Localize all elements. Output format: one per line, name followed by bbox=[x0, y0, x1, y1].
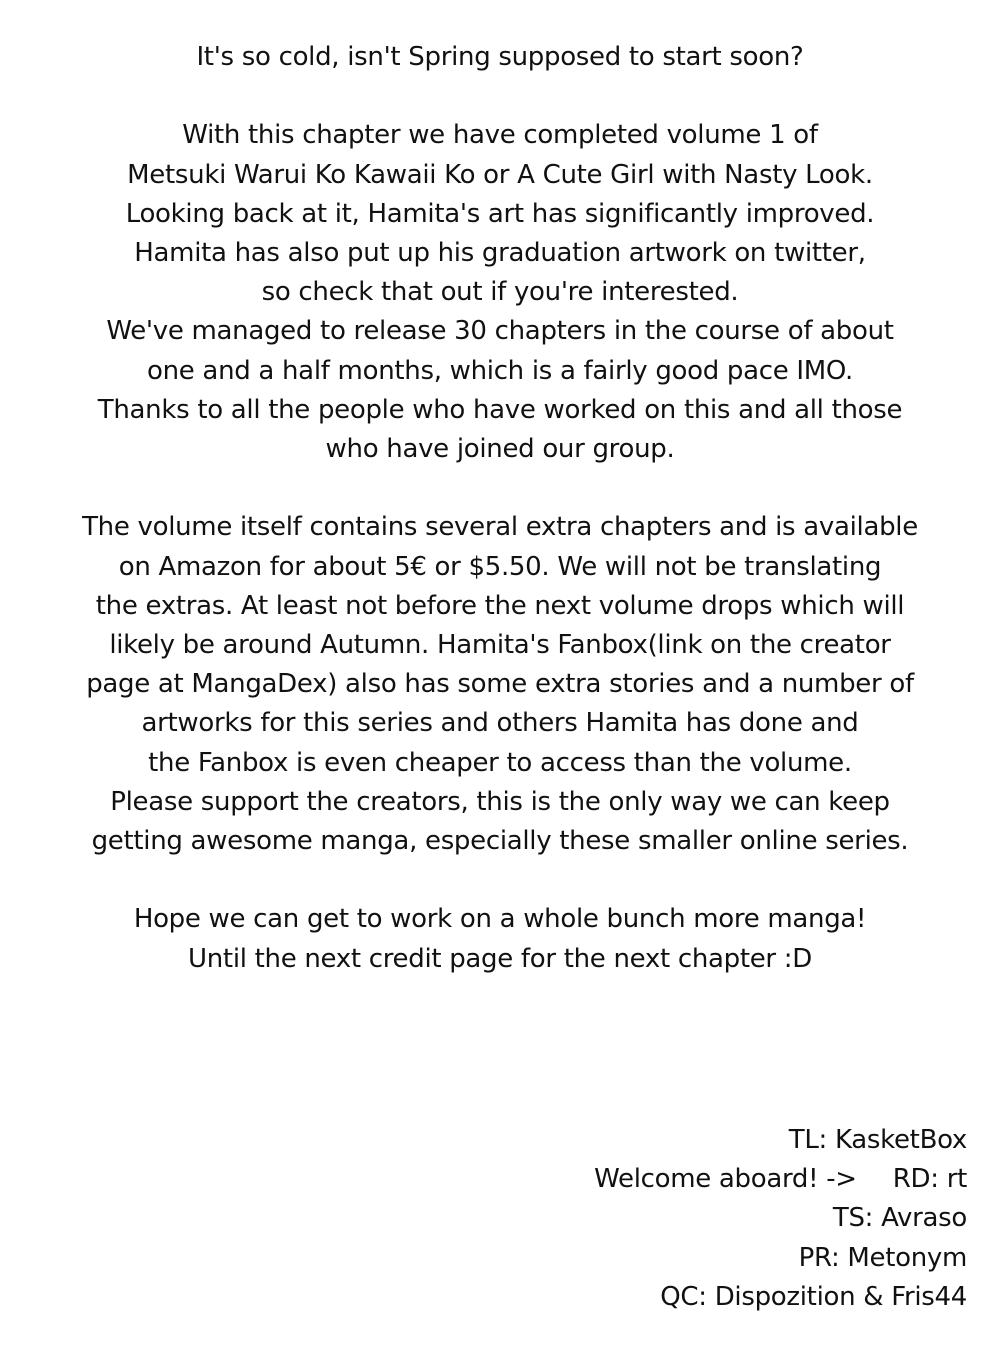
paragraph-1-line-9: who have joined our group. bbox=[325, 434, 675, 465]
paragraph-1-line-3: Looking back at it, Hamita's art has significantly improved. bbox=[125, 198, 875, 229]
translator-credit: TL: KasketBox bbox=[788, 1125, 967, 1155]
staff-credits bbox=[594, 1121, 967, 1317]
typesetter-credit: TS: Avraso bbox=[832, 1203, 967, 1234]
paragraph-2-line-5: page at MangaDex) also has some extra stories and a number of bbox=[86, 669, 914, 700]
paragraph-2-line-8: Please support the creators, this is the only way we can keep bbox=[110, 786, 890, 817]
paragraph-1-line-4: Hamita has also put up his graduation artwork on twitter, bbox=[134, 238, 866, 268]
paragraph-1-line-7: one and a half months, which is a fairly good pace IMO. bbox=[146, 355, 853, 386]
paragraph-2-line-4: likely be around Autumn. Hamita's Fanbox(link on the creator bbox=[109, 630, 891, 661]
paragraph-gap bbox=[40, 469, 960, 508]
intro-line: It's so cold, isn't Spring supposed to start soon? bbox=[196, 42, 804, 72]
paragraph-3-line-1: Hope we can get to work on a whole bunch more manga! bbox=[133, 904, 867, 935]
redrawer-credit-row bbox=[594, 1160, 967, 1199]
proofreader-credit: PR: Metonym bbox=[798, 1242, 967, 1273]
paragraph-2-line-6: artworks for this series and others Hamita has done and bbox=[141, 708, 859, 739]
paragraph-1-line-2: Metsuki Warui Ko Kawaii Ko or A Cute Girl with Nasty Look. bbox=[127, 159, 873, 190]
paragraph-2-line-2: on Amazon for about 5€ or $5.50. We will not be translating bbox=[118, 551, 882, 582]
paragraph-gap bbox=[40, 77, 960, 116]
paragraph-1-line-8: Thanks to all the people who have worked on this and all those bbox=[97, 394, 903, 425]
paragraph-1-line-5: so check that out if you're interested. bbox=[261, 277, 739, 308]
welcome-note: Welcome aboard! -> bbox=[594, 1164, 857, 1195]
paragraph-gap bbox=[40, 861, 960, 900]
paragraph-2-line-9: getting awesome manga, especially these smaller online series. bbox=[91, 826, 909, 857]
paragraph-2-line-1: The volume itself contains several extra chapters and is available bbox=[82, 512, 918, 543]
paragraph-1-line-6: We've managed to release 30 chapters in the course of about bbox=[106, 316, 894, 347]
paragraph-3-line-2: Until the next credit page for the next chapter :D bbox=[188, 943, 812, 974]
paragraph-2-line-3: the extras. At least not before the next volume drops which will bbox=[95, 590, 905, 621]
paragraph-2-line-7: the Fanbox is even cheaper to access than the volume. bbox=[148, 747, 852, 778]
redrawer-credit: RD: rt bbox=[892, 1164, 967, 1195]
message-body bbox=[40, 38, 960, 979]
quality-check-credit: QC: Dispozition & Fris44 bbox=[660, 1281, 967, 1312]
paragraph-1-line-1: With this chapter we have completed volume 1 of bbox=[182, 120, 818, 151]
